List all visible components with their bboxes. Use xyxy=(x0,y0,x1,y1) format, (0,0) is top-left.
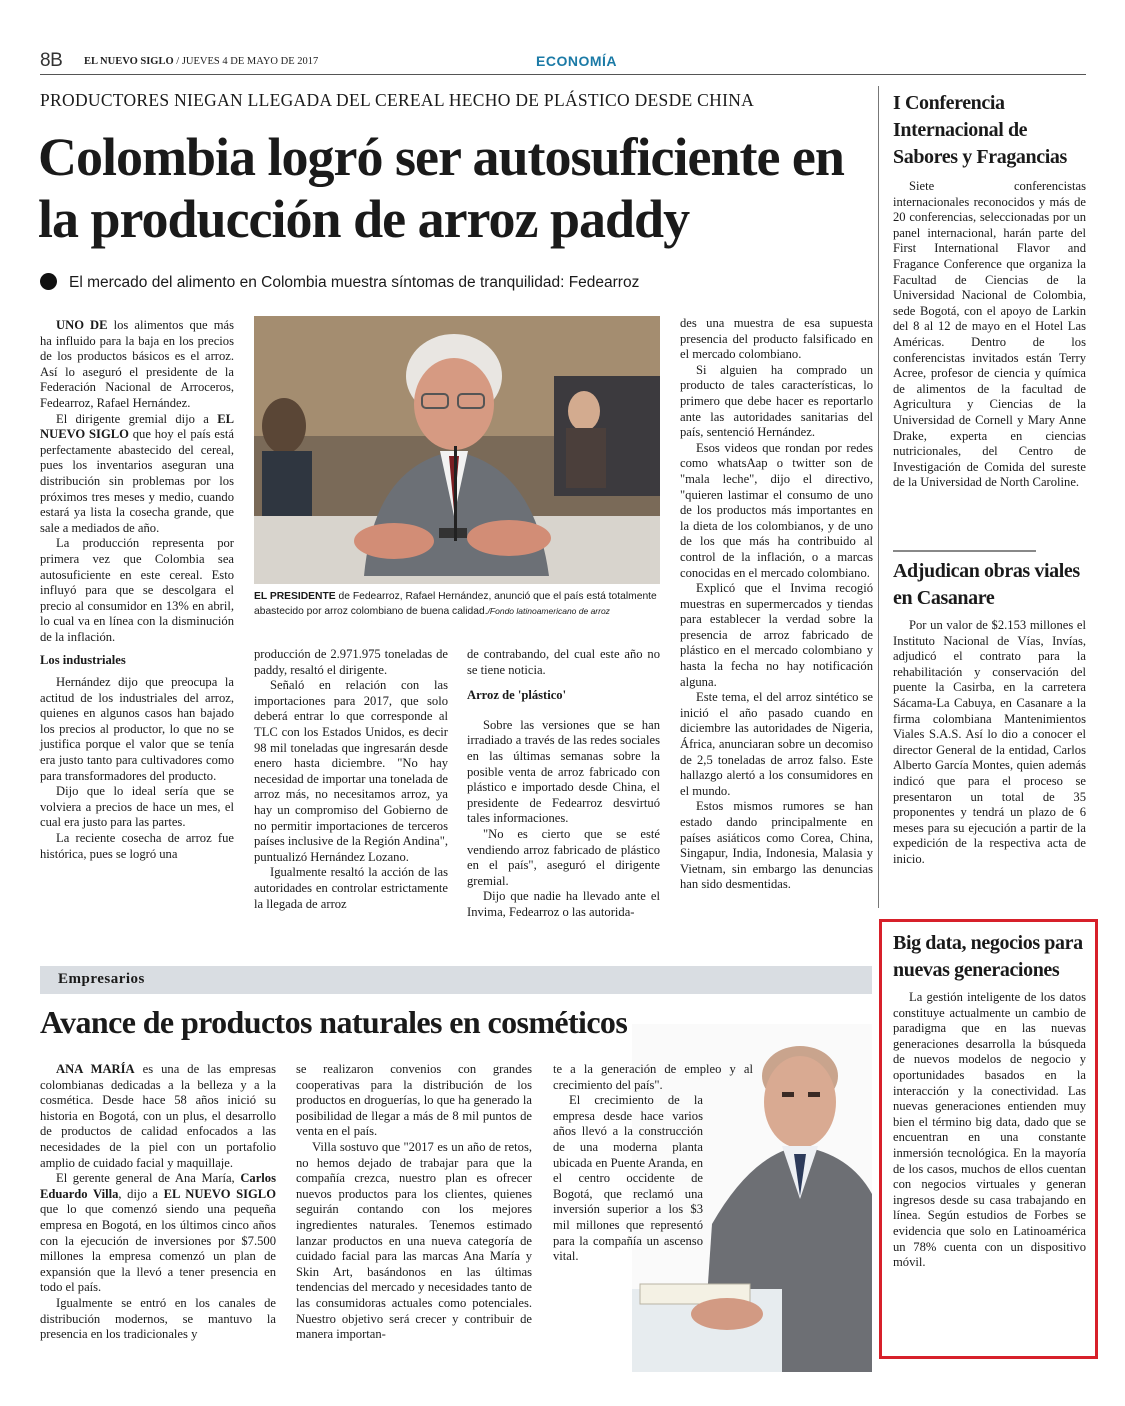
bullet-icon xyxy=(40,273,57,290)
paragraph: des una muestra de esa supuesta presencia del producto falsificado en el mercado colombiano. xyxy=(680,316,873,362)
paragraph: Por un valor de $2.153 millones el Instituto Nacional de Vías, Invías, adjudicó el contrato para la rehabilitación y conservación del puente la Casirba, en la carretera Sácama-La Cabuya, en Casanare a la firma colombiana Mantenimientos Viales S.A.S. Así lo dio a conocer el director General de la entidad, Carlos Alberto García Montes, quien además indicó que para el proceso se presentaron un total de 35 proponentes y tendrá un plazo de 6 meses para su ejecución a partir de la expedición de la respectiva acta de inicio. xyxy=(893,618,1086,866)
paragraph: Villa sostuvo que "2017 es un año de retos, no hemos dejado de trabajar para que la compañía crezca, nuestro plan es ofrecer nuevos productos para los clientes, quienes seguirán contando con los mejores ingredientes naturales. Tenemos estimado lanzar productos en una nueva categoría de cuidado facial para las marcas Ana María y Skin Art, basándonos en las últimas tendencias del mercado y necesidades tanto de las consumidoras actuales como potenciales. Nuestro objetivo será crecer y contribuir de manera importan- xyxy=(296,1139,532,1342)
paragraph: La producción representa por primera vez que Colombia sea autosuficiente en este cereal. Esto influyó para que se descolgara el precio al consumidor en 13% en abril, lo cual va en línea con la disminución de la inflación. xyxy=(40,536,234,644)
paragraph: Explicó que el Invima recogió muestras en supermercados y tiendas para establecer la verdad sobre la presencia de arroz fabricado de plástico en el mercado colombiano y hasta la fecha no hay notificación alguna. xyxy=(680,581,873,689)
president-photo-illustration xyxy=(254,316,660,584)
publication-dateline xyxy=(84,56,318,67)
article2-column-1 xyxy=(40,1062,276,1343)
article-column-4 xyxy=(680,316,873,893)
publication-date: / JUEVES 4 DE MAYO DE 2017 xyxy=(173,56,319,67)
page-number: 8B xyxy=(40,50,63,71)
sidebar-body xyxy=(893,618,1086,868)
paragraph: de contrabando, del cual este año no se tiene noticia. xyxy=(467,647,660,677)
article2-column-3 xyxy=(553,1062,753,1265)
article-column-2 xyxy=(254,647,448,912)
sidebar-title: Adjudican obras viales en Casanare xyxy=(893,560,1080,609)
article-column-1 xyxy=(40,318,234,862)
sidebar-separator xyxy=(893,550,1036,552)
paragraph: Estos mismos rumores se han estado dando principalmente en países asiáticos como Corea, China, Singapur, India, Indonesia, Malasia y Vietnam, sin embargo las denuncias han sido desmentidas. xyxy=(680,799,873,892)
paragraph: Sobre las versiones que se han irradiado a través de las redes sociales en las últimas semanas sobre la posible venta de arroz fabricado con plástico e importado desde China, el presidente de Fedearroz desvirtuó tales informaciones. xyxy=(467,717,660,826)
paragraph: Si alguien ha comprado un producto de tales características, lo primero que debe hacer es reportarlo ante las autoridades sanitarias del país, sentenció Hernández. xyxy=(680,362,873,440)
paragraph: es una de las empresas colombianas dedicadas a la belleza y a la cosmética. Desde hace 58 años inició su historia en Bogotá, con un plus, el desarrollo de productos de calidad enfocados a las necesidades de la piel con un portafolio amplio de cuidado facial y maquillaje. xyxy=(40,1062,276,1170)
publication-name: EL NUEVO SIGLO xyxy=(84,56,174,67)
paragraph-part: , dijo a xyxy=(118,1186,164,1201)
paragraph-part: El dirigente gremial dijo a xyxy=(56,411,218,426)
paragraph: Igualmente se entró en los canales de distribución modernos, se mantuvo la presencia en los tradicionales y xyxy=(40,1295,276,1342)
lead-word: UNO DE xyxy=(56,318,108,332)
sidebar-item-roadworks xyxy=(893,558,1086,868)
sidebar-title: I Conferencia Internacional de Sabores y Fragancias xyxy=(893,92,1067,168)
lead-word: ANA MARÍA xyxy=(56,1062,135,1076)
paragraph: Esos videos que rondan por redes como whatsAap o twitter son de "mala leche", dijo el directivo, "quieren lastimar el consumo de uno de los productos más importantes en la dieta de los colombianos, y de uno de los que más ha contribuido al control de la inflación, o a marcas conocidas en el mercado colombiano. xyxy=(680,440,873,580)
sidebar-divider xyxy=(878,86,879,908)
photo-fedearroz-president xyxy=(254,316,660,584)
page-header xyxy=(40,50,1086,75)
sidebar-body xyxy=(893,990,1086,1271)
person-name: Carlos Eduardo Villa xyxy=(40,1171,276,1201)
article-kicker: PRODUCTORES NIEGAN LLEGADA DEL CEREAL HECHO DE PLÁSTICO DESDE CHINA xyxy=(40,90,755,110)
paragraph-part: que lo que comenzó siendo una pequeña empresa en Bogotá, en los últimos cinco años con la ejecución de inversiones por $7.500 millones la empresa comenzó un plan de expansión que la llevó a tener presencia en todo el país. xyxy=(40,1202,276,1295)
sidebar-item-bigdata xyxy=(893,930,1086,1271)
subheadline-text: El mercado del alimento en Colombia muestra síntomas de tranquilidad: Fedearroz xyxy=(69,274,640,291)
paragraph: Siete conferencistas internacionales reconocidos y más de 20 conferencias, seleccionadas por un panel internacional, harán parte del First International Flavor and Fragance Conference que organiza la Facultad de Ciencias de la Universidad Nacional de Colombia, sede Bogotá, con el apoyo de Larkin del 8 al 12 de mayo en el Hotel Las Américas. Dentro de los conferencistas invitados están Terry Acree, profesor de ciencia y química de alimentos de la facultad de Agricultura y Ciencias de la Universidad de Cornell y Mary Anne Drake, experta en ciencias nutricionales, del Centro de Investigación de Comida del sureste de la Universidad de North Caroline. xyxy=(893,179,1086,490)
caption-lead: EL PRESIDENTE xyxy=(254,591,336,602)
paragraph: Este tema, el del arroz sintético se inició el año pasado cuando en diciembre las autoridades de Nigeria, África, anunciaran sobre un decomiso de 2,5 toneladas de arroz falso. Este hallazgo alertó a los consumidores en el mundo. xyxy=(680,690,873,798)
sidebar-item-conference xyxy=(893,90,1086,491)
article-headline-2: Avance de productos naturales en cosméticos xyxy=(40,1004,628,1040)
photo-caption xyxy=(254,590,660,619)
paragraph: te a la generación de empleo y al crecimiento del país". xyxy=(553,1062,753,1092)
paragraph-part: El gerente general de Ana María, xyxy=(56,1171,241,1186)
newspaper-name: EL NUEVO SIGLO xyxy=(40,411,234,442)
paragraph: Igualmente resaltó la acción de las autoridades en controlar estrictamente la llegada de arroz xyxy=(254,865,448,911)
paragraph: los alimentos que más ha influido para la baja en los precios de los productos básicos es el arroz. Así lo aseguró el presidente de la Federación Nacional de Arroceros, Fedearroz, Rafael Hernández. xyxy=(40,318,234,410)
paragraph: Hernández dijo que preocupa la actitud de los industriales del arroz, quienes en algunos casos han bajado los precios al productor, lo que no se justifica porque el valor que se tenía era justo tanto para cultivadores como para transformadores del producto. xyxy=(40,675,234,783)
paragraph: Dijo que lo ideal sería que se volviera a precios de hace un mes, el cual era justo para las partes. xyxy=(40,784,234,830)
paragraph: La reciente cosecha de arroz fue histórica, pues se logró una xyxy=(40,831,234,861)
section-band xyxy=(40,966,872,994)
sidebar-body xyxy=(893,179,1086,491)
paragraph: El crecimiento de la empresa desde hace varios años llevó a la construcción de una moderna planta ubicada en Puente Aranda, en el centro occidente de Bogotá, que reclamó una inversión superior a los $3 mil millones que representó para la compañía un ascenso vital. xyxy=(553,1093,703,1264)
sidebar-title: Big data, negocios para nuevas generaciones xyxy=(893,932,1083,981)
article-column-3 xyxy=(467,647,660,921)
paragraph: producción de 2.971.975 toneladas de paddy, resaltó el dirigente. xyxy=(254,647,448,677)
paragraph: Señaló en relación con las importaciones para 2017, que solo deberá entrar lo que corresponde al TLC con los Estados Unidos, es decir 98 mil toneladas que ingresarán desde enero hasta diciembre. "No hay necesidad de importar una tonelada de arroz más, no necesitamos arroz, ya hay un compromiso del Gobierno de no permitir importaciones de terceros países inclusive de la Región Andina", puntualizó Hernández Lozano. xyxy=(254,678,449,864)
article2-column-2 xyxy=(296,1062,532,1343)
subheading: Arroz de 'plástico' xyxy=(467,688,567,703)
paragraph: se realizaron convenios con grandes cooperativas para la distribución de los productos en droguerías, lo que ha generado la posibilidad de llegar a más de 8 mil puntos de venta en el país. xyxy=(296,1062,532,1139)
paragraph-part: que hoy el país está perfectamente abastecido del cereal, pues los inventarios aseguran una distribución sin problemas por los próximos tres meses y medio, cuando estará ya lista la cosecha grande, que sale a mediados de año. xyxy=(40,427,234,535)
band-label: Empresarios xyxy=(58,971,145,987)
section-label: ECONOMÍA xyxy=(536,53,617,69)
article-subheadline xyxy=(40,273,860,292)
paragraph: La gestión inteligente de los datos constituye actualmente un cambio de paradigma que en las nuevas generaciones desarrolla la búsqueda de nuevos modelos de negocio y oportunidades basados en la interacción y la conectividad. Las nuevas generaciones entienden muy bien el término big data, dado que se encuentran en una constante inmersión tecnológica. En la mayoría de los casos, muchos de ellos cuentan con negocios virtuales y generan ingresos desde su casa trabajando en línea. Según estudios de Forbes se evidencia que solo en Latinoamérica un 78% cuenta con un dispositivo móvil. xyxy=(893,990,1086,1270)
article-headline: Colombia logró ser autosuficiente en la producción de arroz paddy xyxy=(38,127,844,249)
paragraph: Dijo que nadie ha llevado ante el Invima, Fedearroz o las autorida- xyxy=(467,889,660,919)
paragraph: "No es cierto que se esté vendiendo arroz fabricado de plástico en el país", aseguró el dirigente gremial. xyxy=(467,826,660,888)
photo-credit: /Fondo latinoamericano de arroz xyxy=(487,606,610,616)
caption-text: de Fedearroz, Rafael Hernández, anunció que el país está totalmente abastecido por arroz colombiano de buena calidad. xyxy=(254,591,657,617)
newspaper-name: EL NUEVO SIGLO xyxy=(163,1186,277,1201)
subheading: Los industriales xyxy=(40,653,126,668)
